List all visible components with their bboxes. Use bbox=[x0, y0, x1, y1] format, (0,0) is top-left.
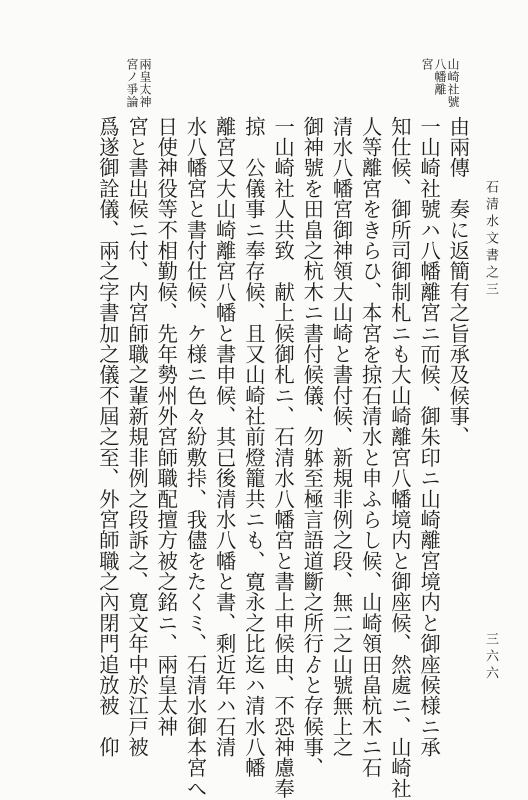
body-column: 日使神役等不相勤候、先年勢州外宮師職配擅方被之銘ニ、兩皇太神 bbox=[154, 116, 179, 737]
head-note-line: 宮 bbox=[420, 58, 434, 71]
head-note-line: 八幡離 bbox=[433, 58, 447, 96]
body-column: 由兩傳 奏に返簡有之旨承及候事、 bbox=[446, 116, 471, 448]
head-note-line: 兩皇太神 bbox=[138, 58, 152, 108]
body-column: 一山崎社人共致 献上候御札ニ、石清水八幡宮と書上申候由、不恐神慮奉 bbox=[271, 116, 296, 799]
body-column: 一山崎社號ハ八幡離宮ニ而候、御朱印ニ山崎離宮境内と御座候様ニ承 bbox=[417, 116, 442, 758]
head-note-line: 宮ノ爭論 bbox=[125, 58, 139, 108]
body-column: 水八幡宮と書付仕候、ケ様ニ色々紛敷挊、我儘をたくミ、石清水御本宮へ bbox=[183, 116, 208, 799]
body-column: 御神號を田畠之杭木ニ書付候儀、勿躰至極言語道斷之所行ゟと存候事、 bbox=[300, 116, 325, 779]
page-number: 三六六 bbox=[483, 632, 498, 683]
body-column: 宮と書出候ニ付、内宮師職之輩新規非例之段訴之、寛文年中於江戸被 bbox=[125, 116, 150, 758]
running-title: 石清水文書之三 bbox=[483, 180, 498, 299]
body-column: 人等離宮をきらひ、本宮を掠石清水と申ふらし候、山崎領田畠杭木ニ石 bbox=[358, 116, 383, 779]
body-column: 離宮又大山崎離宮八幡と書申候、其已後清水八幡と書、剩近年ハ石清 bbox=[212, 116, 237, 758]
body-column: 掠 公儀事ニ奉存候、且又山崎社前燈籠共ニも、寛永之比迄ハ清水八幡 bbox=[241, 116, 266, 779]
head-note-line: 山崎社號 bbox=[446, 58, 460, 108]
body-column: 知仕候、御所司御制札ニも大山崎離宮八幡境内と御座候、然處ニ、山崎社 bbox=[387, 116, 412, 799]
body-column: 爲遂御詮儀、兩之字書加之儀不屆之至、外宮師職之內閉門追放被 仰 bbox=[95, 116, 120, 758]
body-column: 清水八幡宮御神領大山崎と書付候、新規非例之段、無二之山號無上之 bbox=[329, 116, 354, 758]
